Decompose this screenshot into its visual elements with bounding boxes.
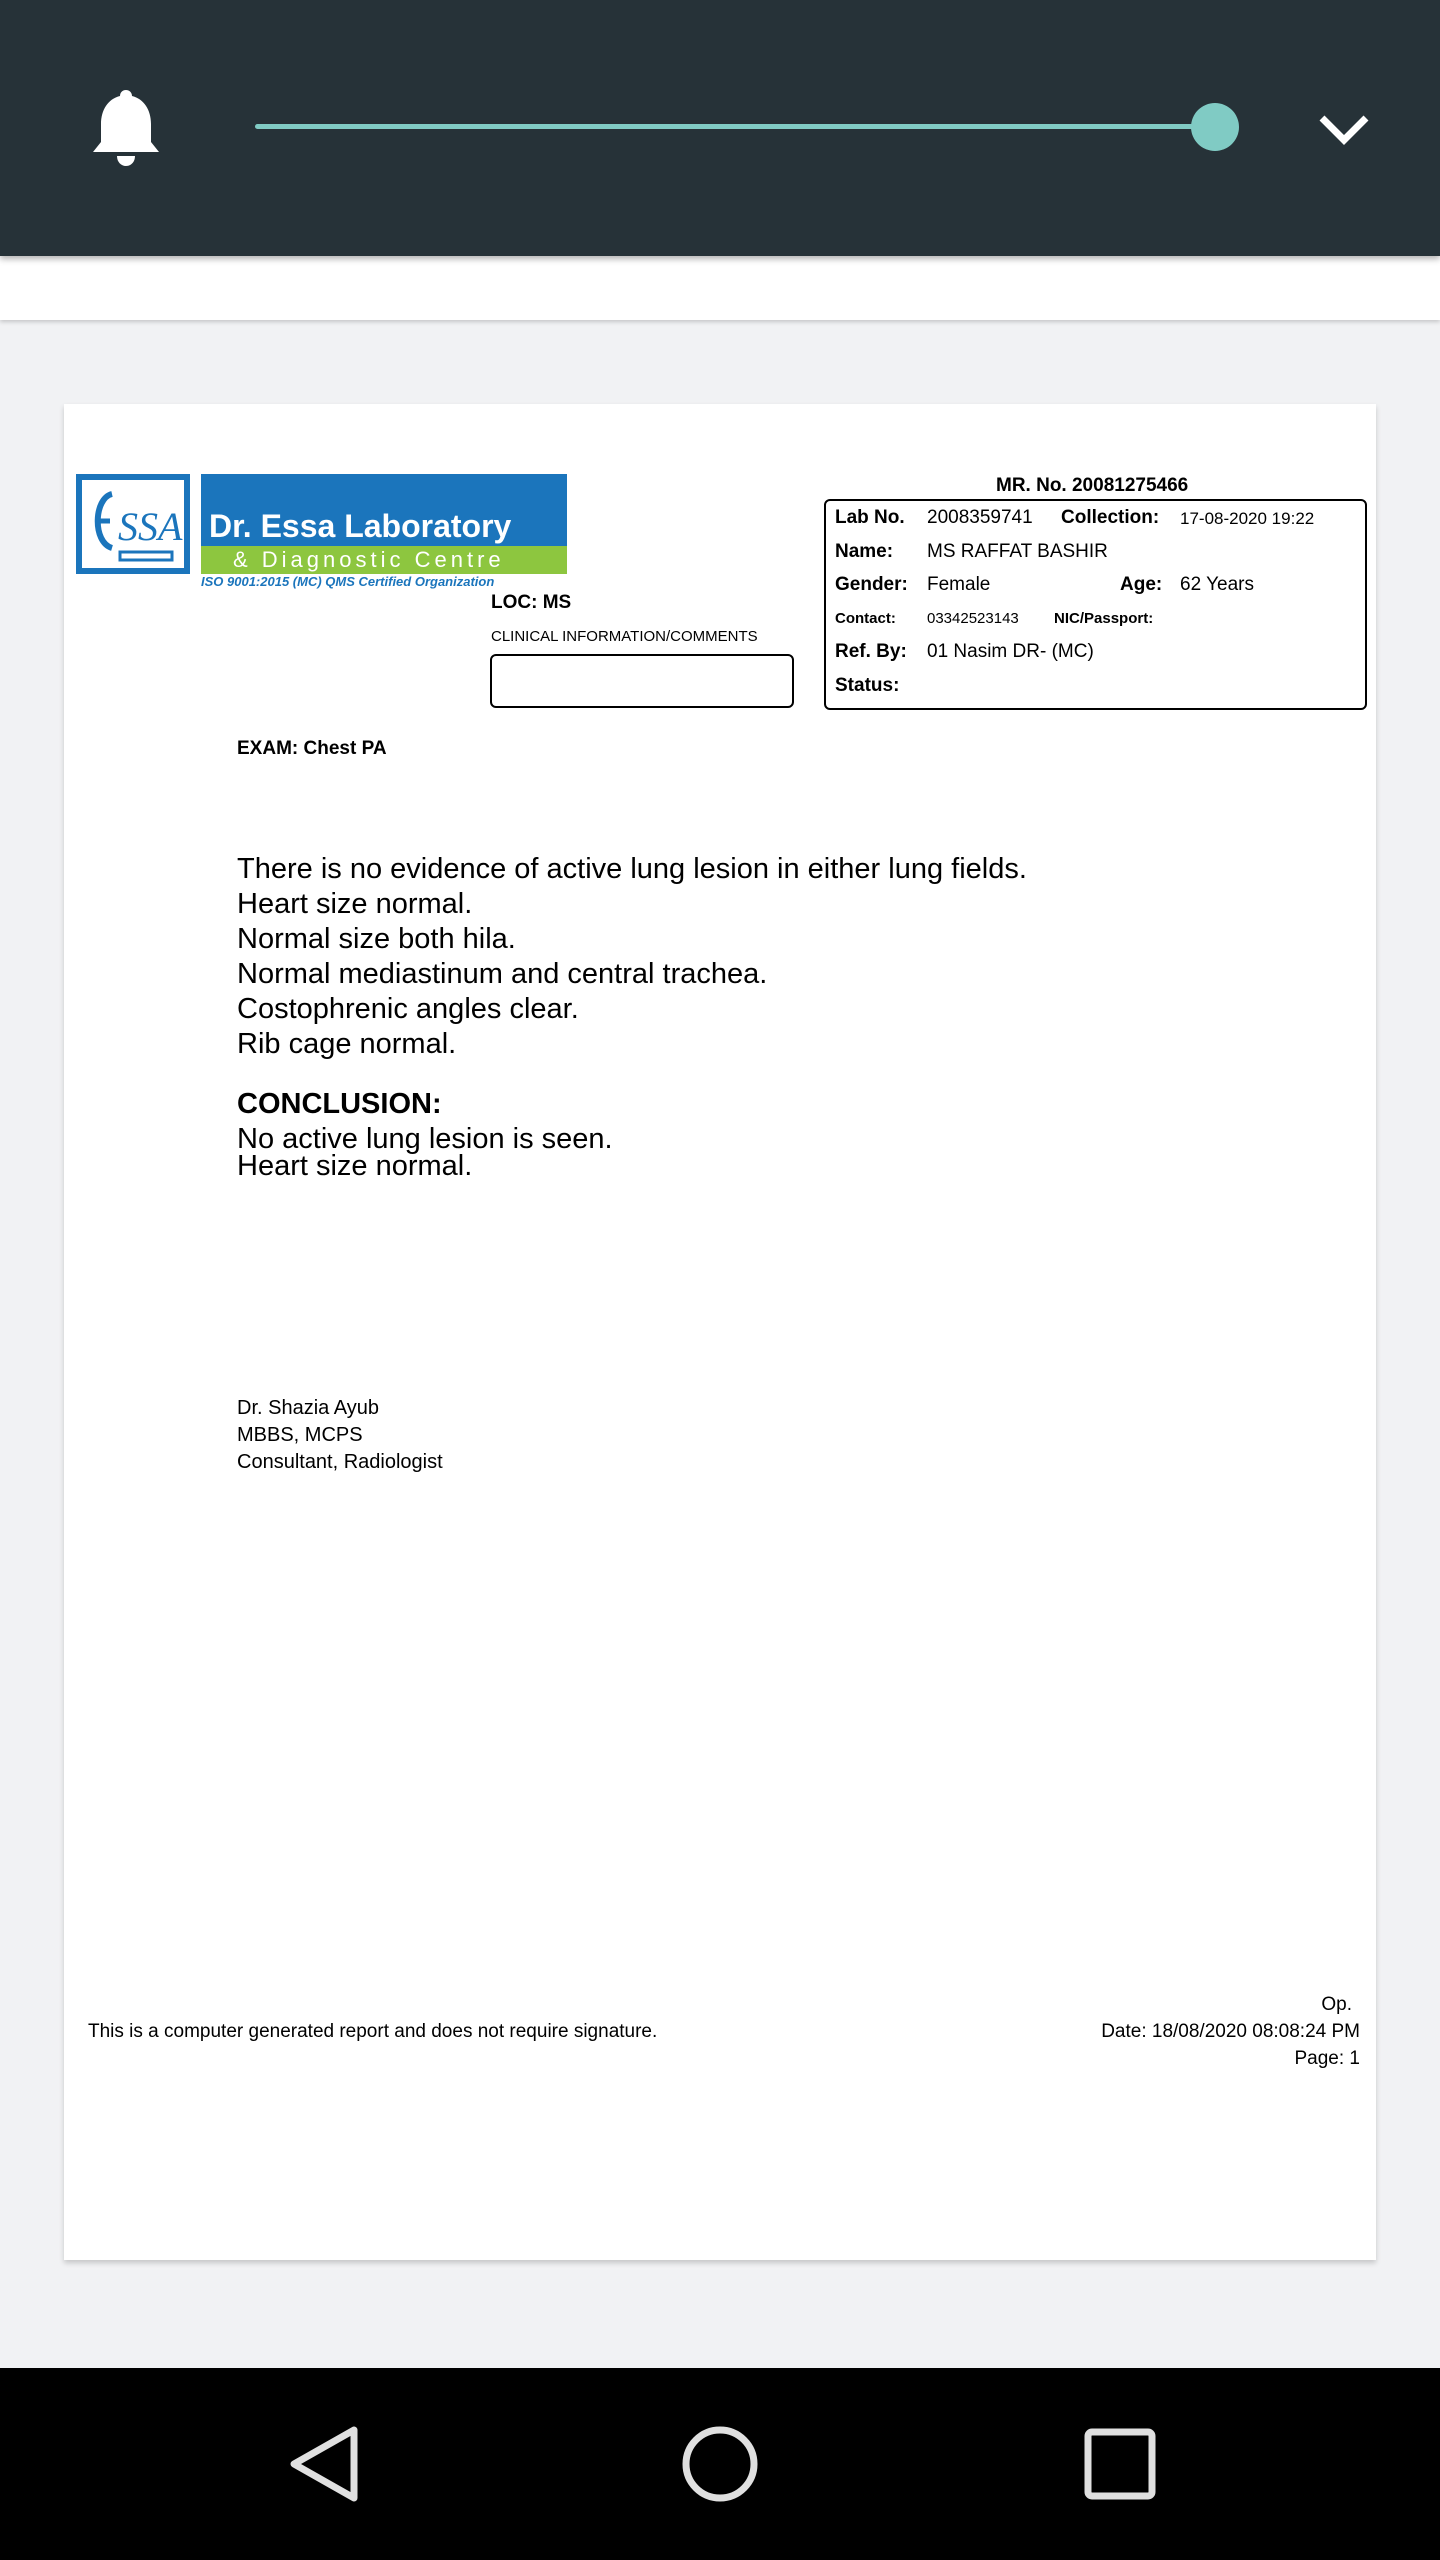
clinical-info-box [490,654,794,708]
report-page [64,404,1376,2260]
gender-value: Female [927,574,991,595]
location: LOC: MS [491,592,572,613]
page-number: Page: 1 [1294,2048,1360,2069]
finding-line: Costophrenic angles clear. [237,993,579,1025]
essa-logo-icon [82,480,184,568]
viewer-toolbar [0,0,1440,256]
zoom-slider-track[interactable] [255,124,1215,129]
sub-toolbar [0,256,1440,320]
doctor-name: Dr. Shazia Ayub [237,1397,379,1419]
status-label: Status: [835,675,900,696]
logo-title: Dr. Essa Laboratory [201,474,567,546]
collection-value: 17-08-2020 19:22 [1180,509,1315,528]
age-value: 62 Years [1180,574,1254,595]
collection-label: Collection: [1061,507,1160,528]
finding-line: Rib cage normal. [237,1028,457,1060]
ref-by-label: Ref. By: [835,641,907,662]
contact-value: 03342523143 [927,610,1019,627]
mr-number: MR. No. 20081275466 [996,475,1189,496]
system-navigation-bar [0,2368,1440,2560]
patient-info-box [824,499,1367,710]
doctor-qualification: MBBS, MCPS [237,1424,363,1446]
home-icon[interactable] [680,2424,760,2504]
ref-by-value: 01 Nasim DR- (MC) [927,641,1094,662]
conclusion-line: No active lung lesion is seen. [237,1123,613,1155]
footer-note: This is a computer generated report and does not require signature. [88,2021,658,2042]
nic-passport-label: NIC/Passport: [1054,610,1154,627]
logo-banner [201,474,567,574]
finding-line: Normal size both hila. [237,923,516,955]
name-value: MS RAFFAT BASHIR [927,541,1108,562]
finding-line: Normal mediastinum and central trachea. [237,958,768,990]
zoom-slider-thumb[interactable] [1191,103,1239,151]
lab-no-label: Lab No. [835,507,905,528]
finding-line: Heart size normal. [237,888,473,920]
svg-text:SSA: SSA [118,504,183,549]
conclusion-line: Heart size normal. [237,1150,473,1182]
clinical-info-label: CLINICAL INFORMATION/COMMENTS [491,628,758,645]
iso-certification: ISO 9001:2015 (MC) QMS Certified Organization [201,574,495,589]
recents-icon[interactable] [1084,2424,1156,2504]
logo-subtitle: & Diagnostic Centre [201,546,567,574]
operator: Op. [1321,1994,1352,2015]
age-label: Age: [1120,574,1163,595]
finding-line: There is no evidence of active lung lesion in either lung fields. [237,853,1027,885]
conclusion-heading: CONCLUSION: [237,1088,442,1120]
bell-icon[interactable] [90,86,162,168]
exam-title: EXAM: Chest PA [237,738,387,759]
chevron-down-icon[interactable] [1316,110,1372,150]
gender-label: Gender: [835,574,908,595]
contact-label: Contact: [835,610,896,627]
logo-mark [76,474,190,574]
name-label: Name: [835,541,894,562]
lab-no-value: 2008359741 [927,507,1033,528]
report-date: Date: 18/08/2020 08:08:24 PM [1101,2021,1360,2042]
back-icon[interactable] [286,2424,362,2504]
doctor-title: Consultant, Radiologist [237,1451,443,1473]
